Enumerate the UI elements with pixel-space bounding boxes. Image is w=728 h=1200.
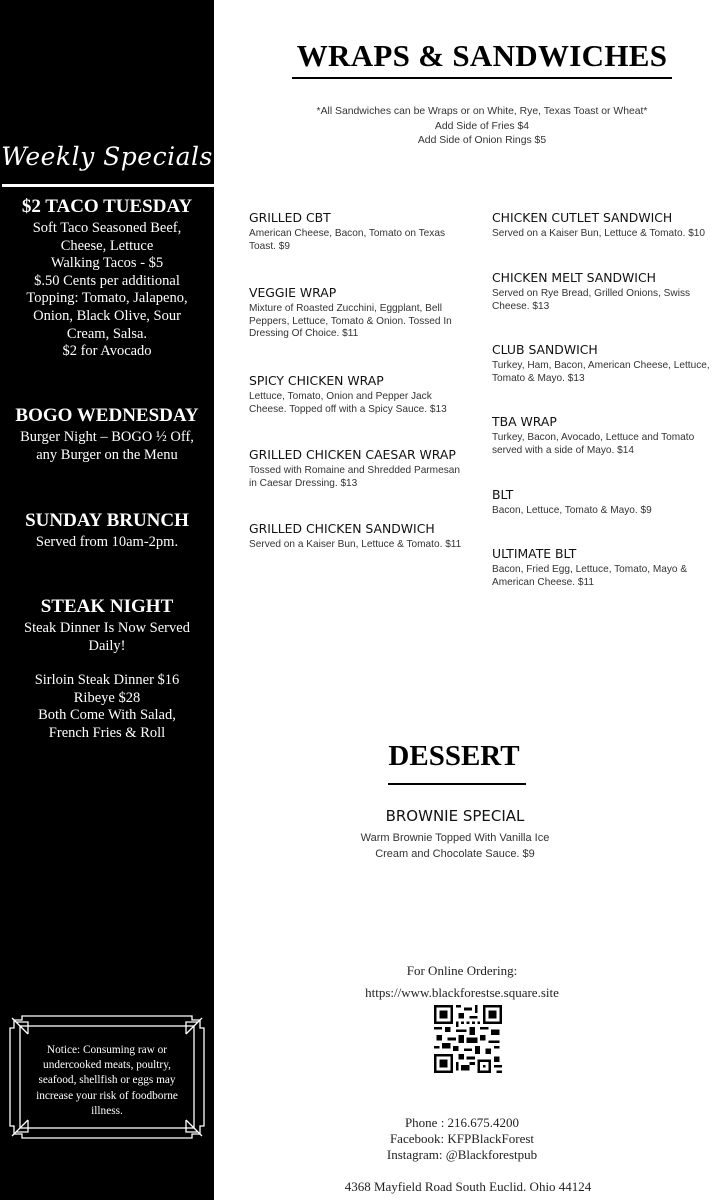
item-name: CHICKEN CUTLET SANDWICH [492, 210, 673, 225]
menu-item-spicy-chicken-wrap [249, 373, 464, 416]
ordering-label: For Online Ordering: [406, 963, 518, 978]
special-line: Served from 10am-2pm. [35, 534, 179, 550]
item-name: GRILLED CHICKEN CAESAR WRAP [249, 447, 456, 462]
brownie-special-desc [340, 830, 570, 862]
desc-line: Warm Brownie Topped With Vanilla Ice [360, 832, 550, 844]
menu-item-chicken-melt-sandwich [492, 270, 704, 313]
special-steak-night [6, 596, 208, 743]
item-name: TBA WRAP [492, 414, 557, 429]
weekly-specials-divider [2, 184, 214, 187]
special-bogo-wednesday [6, 405, 208, 464]
special-line: Sirloin Steak Dinner $16 [34, 672, 180, 689]
menu-item-blt [492, 487, 714, 518]
item-name: GRILLED CHICKEN SANDWICH [249, 521, 435, 536]
special-line: Cheese, Lettuce [60, 237, 154, 254]
item-name: SPICY CHICKEN WRAP [249, 373, 384, 388]
menu-item-grilled-cbt [249, 210, 459, 253]
special-heading: SUNDAY BRUNCH [25, 510, 189, 531]
item-desc: Lettuce, Tomato, Onion and Pepper Jack Cheese. Topped off with a Spicy Sauce. $13 [249, 391, 447, 415]
special-line: Ribeye $28 [73, 689, 141, 706]
item-desc: Tossed with Romaine and Shredded Parmesan in Caesar Dressing. $13 [249, 465, 460, 489]
item-desc: Served on a Kaiser Bun, Lettuce & Tomato. $11 [249, 539, 462, 550]
menu-item-ultimate-blt [492, 546, 714, 589]
special-heading: BOGO WEDNESDAY [15, 405, 199, 426]
menu-item-club-sandwich [492, 342, 718, 385]
special-line: Cream, Salsa. [66, 325, 148, 342]
wraps-sandwiches-title: WRAPS & SANDWICHES [296, 38, 668, 73]
item-desc: Mixture of Roasted Zucchini, Eggplant, Bell Peppers, Lettuce, Tomato & Onion. Tossed In Dressing Of Choice. $11 [249, 303, 452, 340]
qr-code-icon[interactable] [434, 1005, 502, 1073]
dessert-title: DESSERT [388, 740, 520, 772]
special-line: any Burger on the Menu [36, 446, 178, 463]
special-line-spacer [6, 655, 208, 672]
contact-info [312, 1115, 612, 1163]
sandwich-notes [300, 105, 664, 149]
item-desc: Served on Rye Bread, Grilled Onions, Swiss Cheese. $13 [492, 288, 691, 312]
menu-item-grilled-chicken-caesar-wrap [249, 447, 469, 490]
special-line: $2 for Avocado [62, 343, 152, 360]
special-heading: STEAK NIGHT [40, 596, 174, 617]
special-sunday-brunch [6, 510, 208, 552]
desc-line: Cream and Chocolate Sauce. $9 [375, 848, 535, 860]
special-line: Daily! [88, 637, 126, 654]
phone-text: Phone : 216.675.4200 [404, 1115, 520, 1130]
menu-item-grilled-chicken-sandwich [249, 521, 479, 552]
special-line: French Fries & Roll [48, 724, 166, 741]
item-desc: Turkey, Bacon, Avocado, Lettuce and Tomato served with a side of Mayo. $14 [492, 432, 695, 456]
special-line: Burger Night – BOGO ½ Off, [20, 429, 194, 445]
item-name: CHICKEN MELT SANDWICH [492, 270, 656, 285]
item-desc: Bacon, Fried Egg, Lettuce, Tomato, Mayo & American Cheese. $11 [492, 564, 688, 588]
note-line: *All Sandwiches can be Wraps or on White, Rye, Texas Toast or Wheat* [316, 106, 648, 117]
item-name: BLT [492, 487, 514, 502]
note-line: Add Side of Onion Rings $5 [417, 135, 547, 146]
brownie-special-name: BROWNIE SPECIAL [385, 807, 525, 825]
item-name: GRILLED CBT [249, 210, 331, 225]
weekly-specials-title: Weekly Specials [1, 142, 213, 171]
facebook-text: Facebook: KFPBlackForest [389, 1131, 535, 1146]
menu-item-tba-wrap [492, 414, 714, 457]
special-line: Topping: Tomato, Jalapeno, [26, 290, 188, 307]
title-underline [292, 77, 672, 79]
food-safety-notice [8, 1014, 206, 1140]
special-line: Steak Dinner Is Now Served [24, 620, 190, 636]
online-ordering [312, 960, 612, 1004]
notice-text: Notice: Consuming raw or undercooked meats, poultry, seafood, shellfish or eggs may increase your risk of foodborne illness. [36, 1044, 178, 1117]
special-line: Walking Tacos - $5 [50, 255, 164, 272]
item-name: ULTIMATE BLT [492, 546, 577, 561]
menu-item-chicken-cutlet-sandwich [492, 210, 718, 241]
menu-item-veggie-wrap [249, 285, 464, 341]
item-desc: American Cheese, Bacon, Tomato on Texas Toast. $9 [249, 228, 446, 252]
item-name: VEGGIE WRAP [249, 285, 337, 300]
note-line: Add Side of Fries $4 [434, 120, 530, 132]
item-desc: Served on a Kaiser Bun, Lettuce & Tomato. $10 [492, 228, 706, 239]
item-desc: Turkey, Ham, Bacon, American Cheese, Lettuce, Tomato & Mayo. $13 [492, 360, 710, 384]
special-taco-tuesday [6, 196, 208, 361]
special-heading: $2 TACO TUESDAY [21, 196, 193, 217]
special-line: Onion, Black Olive, Sour [33, 307, 181, 324]
special-line: Soft Taco Seasoned Beef, [32, 220, 182, 236]
dessert-underline [388, 783, 526, 785]
weekly-specials-sidebar [0, 0, 214, 1200]
special-line: $.50 Cents per additional [34, 272, 180, 289]
instagram-text: Instagram: @Blackforestpub [386, 1147, 538, 1162]
special-line: Both Come With Salad, [38, 707, 176, 724]
item-name: CLUB SANDWICH [492, 342, 598, 357]
ordering-url-link[interactable]: https://www.blackforestse.square.site [365, 985, 559, 1000]
item-desc: Bacon, Lettuce, Tomato & Mayo. $9 [492, 505, 652, 516]
address-text: 4368 Mayfield Road South Euclid. Ohio 44124 [344, 1179, 592, 1194]
